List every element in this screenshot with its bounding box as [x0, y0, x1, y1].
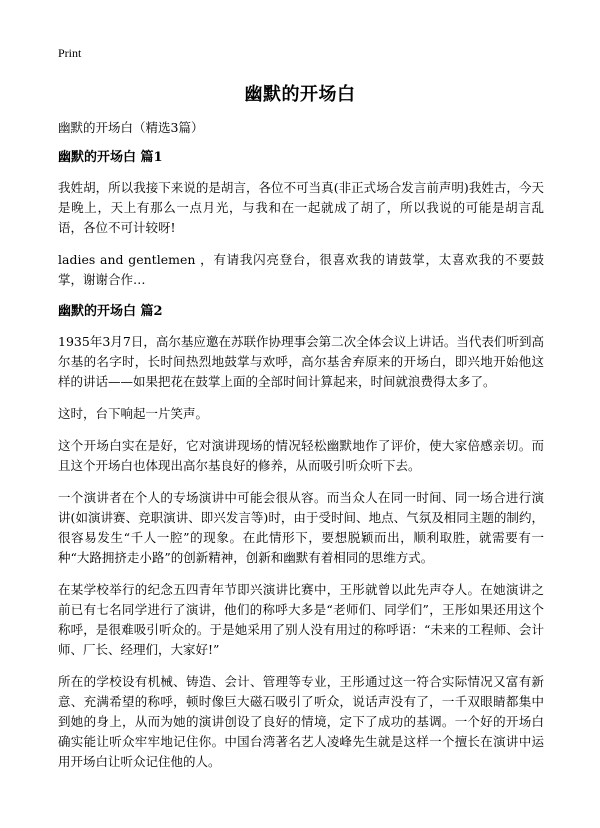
- paragraph: 在某学校举行的纪念五四青年节即兴演讲比赛中，王彤就曾以此先声夺人。在她演讲之前已有七名同学进行了演讲，他们的称呼大多是“老师们、同学们”，王彤如果还用这个称呼，是很难吸引听众的。于是她采用了别人没有用过的称呼语：“未来的工程师、会计师、厂长、经理们，大家好!”: [58, 582, 544, 657]
- paragraph: 我姓胡，所以我接下来说的是胡言，各位不可当真(非正式场合发言前声明)我姓古，今天是晚上，天上有那么一点月光，与我和在一起就成了胡了，所以我说的可能是胡言乱语，各位不可计较呀!: [58, 180, 544, 235]
- section-heading: 幽默的开场白 篇1: [58, 150, 163, 165]
- document-subtitle: 幽默的开场白（精选3篇）: [58, 120, 204, 135]
- page-title: 幽默的开场白: [244, 84, 356, 105]
- paragraph: 所在的学校设有机械、铸造、会计、管理等专业，王彤通过这一符合实际情况又富有新意、充满希望的称呼，顿时像巨大磁石吸引了听众，说话声没有了，一千双眼睛都集中到她的身上，从而为她的演讲创设了良好的情境，定下了成功的基调。一个好的开场白确实能让听众牢牢地记住你。中国台湾著名艺人凌峰先生就是这样一个擅长在演讲中运用开场白让听众记住他的人。: [58, 674, 544, 769]
- section-heading: 幽默的开场白 篇2: [58, 304, 163, 319]
- section-1: [58, 148, 544, 290]
- section-2: [58, 302, 544, 772]
- paragraph: ladies and gentlemen ，有请我闪亮登台，很喜欢我的请鼓掌，太喜欢我的不要鼓掌，谢谢合作…: [58, 252, 544, 287]
- paragraph: 一个演讲者在个人的专场演讲中可能会很从容。而当众人在同一时间、同一场合进行演讲(如演讲赛、竞职演讲、即兴发言等)时，由于受时间、地点、气氛及相同主题的制约，很容易发生“千人一腔”的现象。在此情形下，要想脱颖而出，顺利取胜，就需要有一种“大路拥挤走小路”的创新精神，创新和幽默有着相同的思维方式。: [58, 490, 544, 565]
- paragraph: 这个开场白实在是好，它对演讲现场的情况轻松幽默地作了评价，使大家倍感亲切。而且这个开场白也体现出高尔基良好的修养，从而吸引听众听下去。: [58, 438, 544, 473]
- paragraph: 1935年3月7日，高尔基应邀在苏联作协理事会第二次全体会议上讲话。当代表们听到高尔基的名字时，长时间热烈地鼓掌与欢呼，高尔基舍弃原来的开场白，即兴地开始他这样的讲话——如果把花在鼓掌上面的全部时间计算起来，时间就浪费得太多了。: [58, 334, 544, 389]
- paragraph: 这时，台下响起一片笑声。: [58, 406, 209, 421]
- print-link[interactable]: Print: [58, 46, 82, 60]
- document-body: [58, 118, 544, 784]
